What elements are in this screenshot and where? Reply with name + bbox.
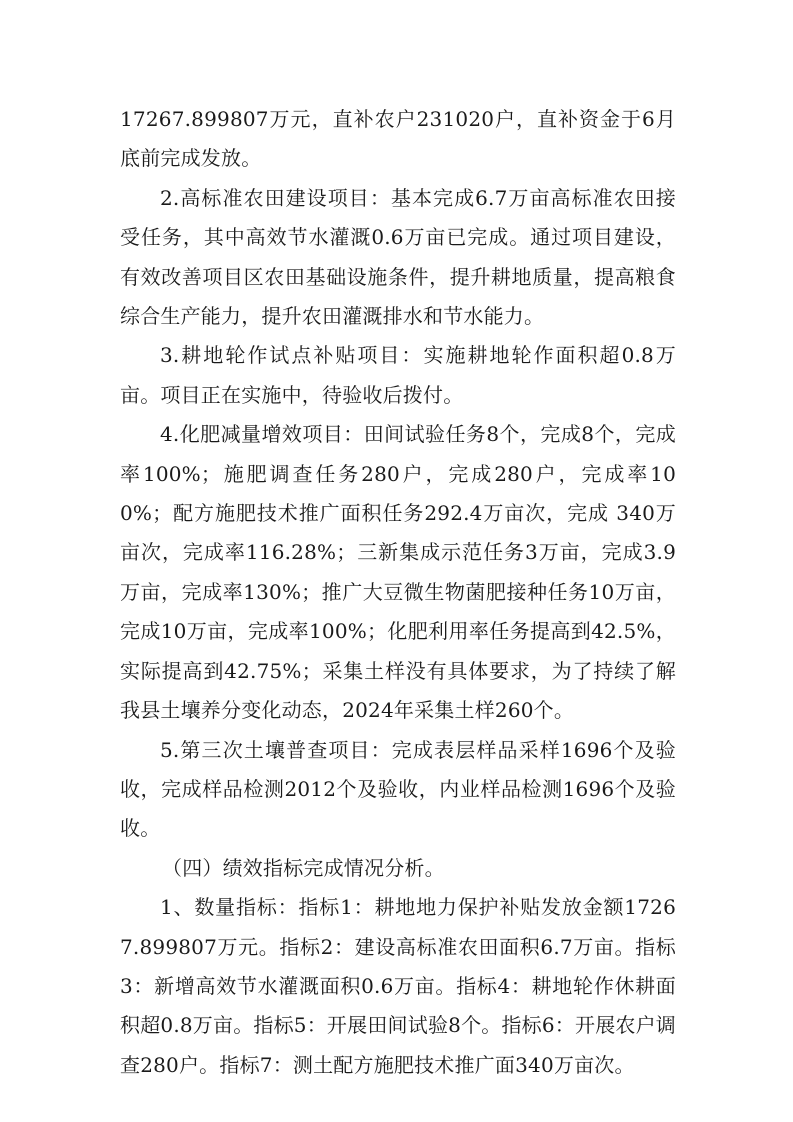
paragraph-crop-rotation-project: 3.耕地轮作试点补贴项目：实施耕地轮作面积超0.8万亩。项目正在实施中，待验收后拨付。 — [120, 343, 676, 407]
paragraph-soil-survey-project: 5.第三次土壤普查项目：完成表层样品采样1696个及验收，完成样品检测2012个及验收，内业样品检测1696个及验收。 — [120, 737, 676, 841]
document-body — [120, 100, 676, 1085]
section-heading: （四）绩效指标完成情况分析。 — [162, 855, 445, 880]
paragraph-fertilizer-project: 4.化肥减量增效项目：田间试验任务8个，完成8个，完成率100%；施肥调查任务280户，完成280户，完成率100%；配方施肥技术推广面积任务292.4万亩次，完成 340万亩次，完成率116.28%；三新集成示范任务3万亩，完成3.9万亩，完成率130%；推广大豆微生物菌肥接种任务10万亩，完成10万亩，完成率100%；化肥利用率任务提高到42.5%，实际提高到42.75%；采集土样没有具体要求，为了持续了解我县土壤养分变化动态，2024年采集土样260个。 — [120, 422, 676, 723]
paragraph-continuation: 17267.899807万元，直补农户231020户，直补资金于6月底前完成发放。 — [120, 107, 676, 171]
paragraph-quantity-indicators: 1、数量指标：指标1：耕地地力保护补贴发放金额17267.899807万元。指标2：建设高标准农田面积6.7万亩。指标3：新增高效节水灌溉面积0.6万亩。指标4：耕地轮作休耕面积超0.8万亩。指标5：开展田间试验8个。指标6：开展农户调查280户。指标7：测土配方施肥技术推广面340万亩次。 — [120, 895, 676, 1077]
paragraph-farmland-project: 2.高标准农田建设项目：基本完成6.7万亩高标准农田接受任务，其中高效节水灌溉0.6万亩已完成。通过项目建设，有效改善项目区农田基础设施条件，提升耕地质量，提高粮食综合生产能力，提升农田灌溉排水和节水能力。 — [120, 185, 676, 329]
